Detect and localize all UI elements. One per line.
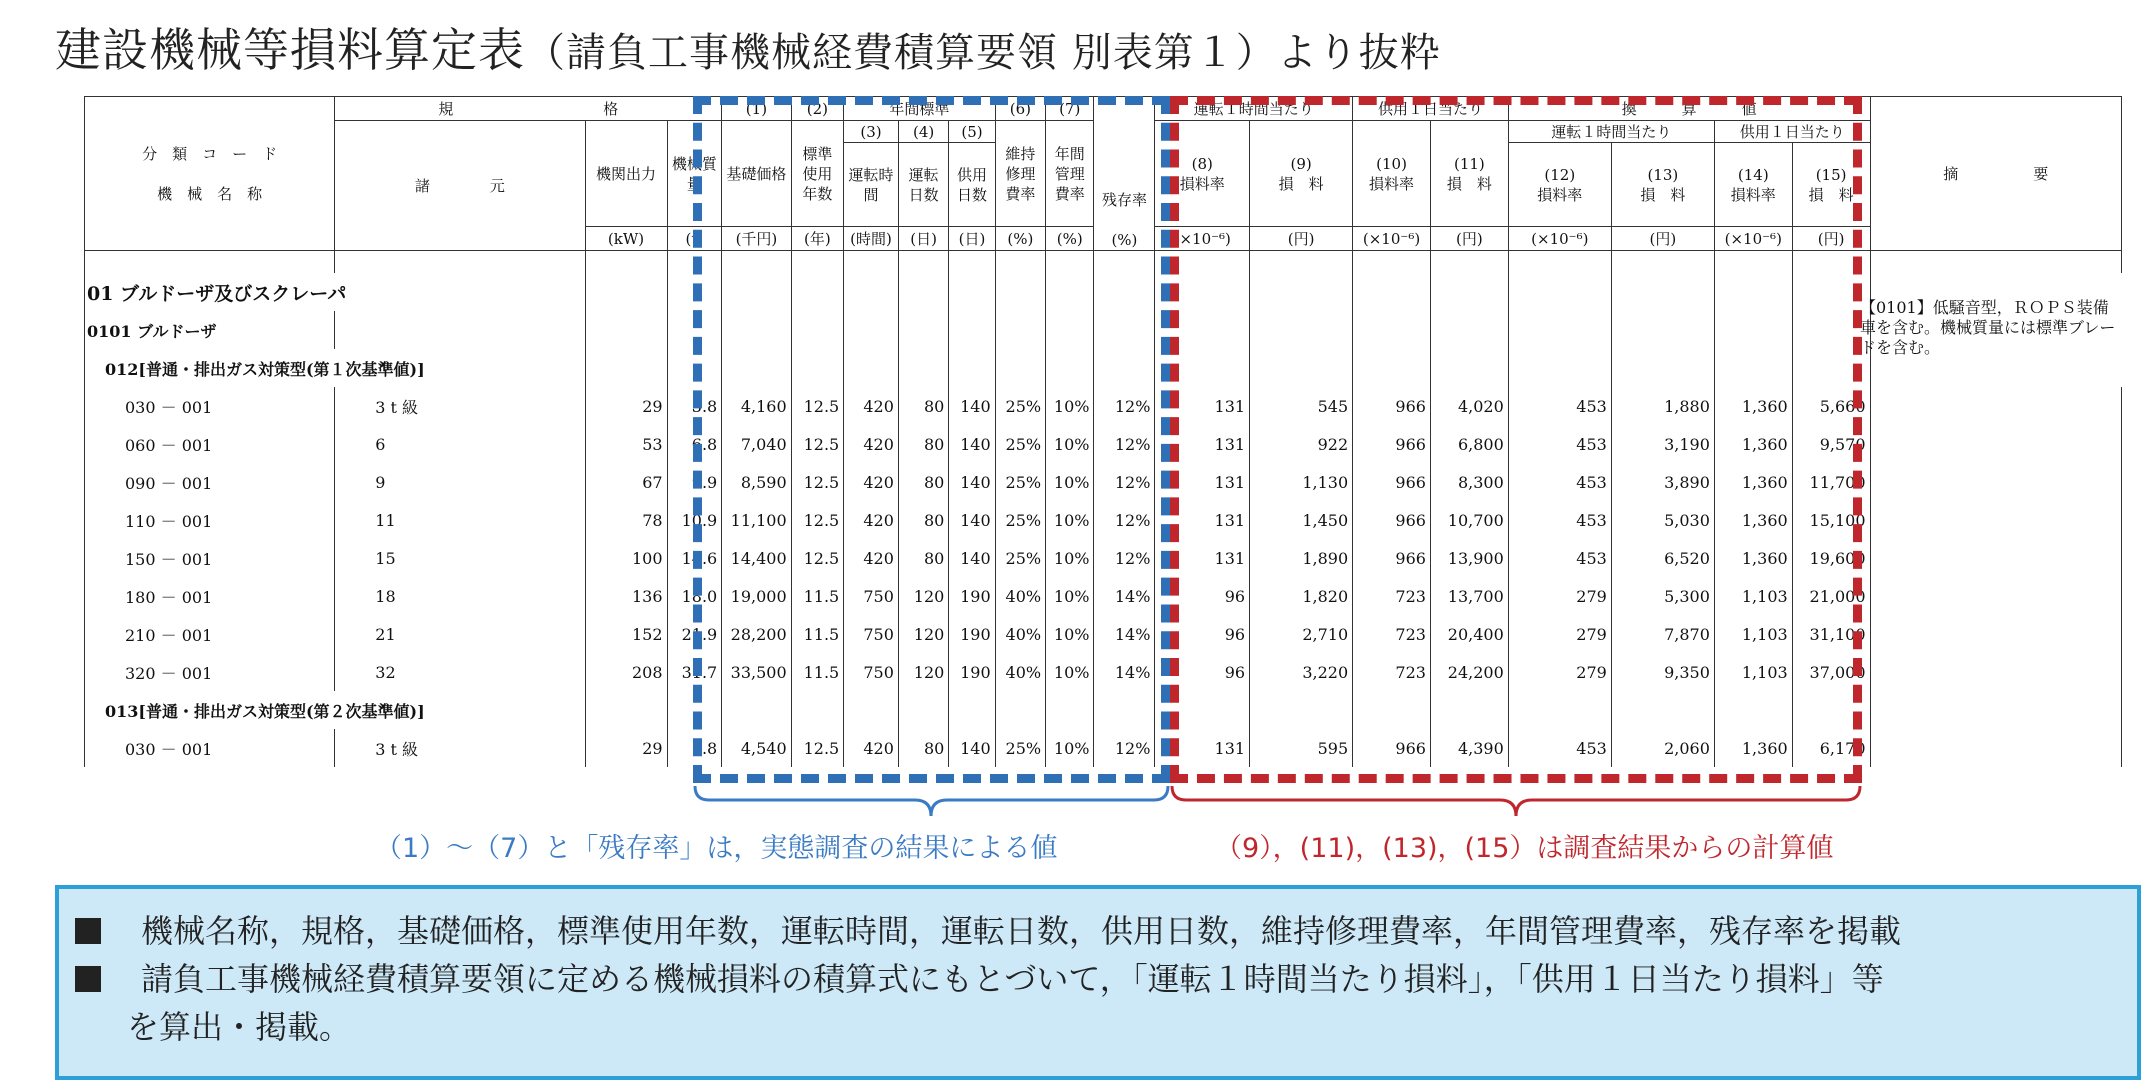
cell-c1: 14,400 [722, 539, 791, 577]
cell-code: 150 － 001 [85, 539, 335, 577]
cell-c11: 13,900 [1430, 539, 1508, 577]
header-c4-unit: (日) [898, 227, 948, 251]
cell-c12: 453 [1508, 729, 1611, 767]
cell-t: 9.9 [667, 463, 722, 501]
remarks-note: 【0101】低騒音型，ＲＯＰＳ装備車を含む。機械質量には標準ブレードを含む。 [1860, 298, 2116, 357]
header-c10: (10) 損料率 [1353, 121, 1431, 227]
cell-c4: 80 [898, 463, 948, 501]
cell-res: 14% [1094, 577, 1155, 615]
cell-t: 3.8 [667, 387, 722, 425]
cell-c15: 15,100 [1792, 501, 1870, 539]
cell-spec: 32 [335, 653, 585, 691]
header-conv-group: 換 算 値 [1508, 97, 1870, 121]
cell-c8: 131 [1155, 501, 1250, 539]
cell-res: 12% [1094, 539, 1155, 577]
header-c2-unit: (年) [791, 227, 844, 251]
cell-c8: 131 [1155, 539, 1250, 577]
cell-res: 14% [1094, 653, 1155, 691]
cell-c9: 1,450 [1250, 501, 1353, 539]
cell-c6: 25% [995, 539, 1045, 577]
cell-c9: 545 [1250, 387, 1353, 425]
cell-c14: 1,360 [1714, 729, 1792, 767]
cell-t: 14.6 [667, 539, 722, 577]
header-annual-group: 年間標準 [844, 97, 995, 121]
cell-c13: 7,870 [1611, 615, 1714, 653]
cell-c15: 19,600 [1792, 539, 1870, 577]
cell-c10: 966 [1353, 539, 1431, 577]
cell-c11: 10,700 [1430, 501, 1508, 539]
cell-spec: 18 [335, 577, 585, 615]
cell-c3: 750 [844, 615, 899, 653]
cell-c14: 1,360 [1714, 463, 1792, 501]
header-c9-unit: (円) [1250, 227, 1353, 251]
header-engine-output-unit: (kW) [585, 227, 667, 251]
cell-spec: 21 [335, 615, 585, 653]
cell-c13: 2,060 [1611, 729, 1714, 767]
cell-c4: 120 [898, 615, 948, 653]
blue-brace [693, 782, 1170, 822]
header-c14-unit: (×10⁻⁶) [1714, 227, 1792, 251]
cell-c1: 28,200 [722, 615, 791, 653]
cell-code: 060 － 001 [85, 425, 335, 463]
cell-c1: 19,000 [722, 577, 791, 615]
cell-code: 110 － 001 [85, 501, 335, 539]
cell-c2: 12.5 [791, 729, 844, 767]
header-residual: 残存率 (%) [1094, 97, 1155, 251]
cell-t: 18.0 [667, 577, 722, 615]
header-c4-num: (4) [898, 121, 948, 143]
cell-c13: 5,300 [1611, 577, 1714, 615]
cell-remarks [1870, 387, 2121, 425]
cell-c10: 966 [1353, 463, 1431, 501]
cell-c12: 279 [1508, 653, 1611, 691]
cell-c6: 40% [995, 653, 1045, 691]
header-c3-unit: (時間) [844, 227, 899, 251]
cell-kw: 152 [585, 615, 667, 653]
cell-c13: 1,880 [1611, 387, 1714, 425]
cell-c5: 140 [949, 463, 995, 501]
header-per-hour: 運転１時間当たり [1155, 97, 1353, 121]
cell-c1: 11,100 [722, 501, 791, 539]
cell-kw: 100 [585, 539, 667, 577]
summary-line-1: 機械名称，規格，基礎価格，標準使用年数，運転時間，運転日数，供用日数，維持修理費率，年間管理費率，残存率を掲載 [75, 907, 2117, 955]
cell-c12: 453 [1508, 501, 1611, 539]
cell-c9: 2,710 [1250, 615, 1353, 653]
cell-code: 090 － 001 [85, 463, 335, 501]
cell-c7: 10% [1046, 463, 1094, 501]
header-c4-label: 運転日数 [898, 143, 948, 227]
cell-c12: 453 [1508, 463, 1611, 501]
cell-c6: 25% [995, 463, 1045, 501]
cell-t: 21.9 [667, 615, 722, 653]
cell-spec: 9 [335, 463, 585, 501]
header-mass: 機械質量 [667, 121, 722, 227]
cell-c9: 3,220 [1250, 653, 1353, 691]
cell-c7: 10% [1046, 653, 1094, 691]
cell-c7: 10% [1046, 615, 1094, 653]
calculated-values-caption: （9），(11)，(13)，(15）は調査結果からの計算値 [1215, 833, 1834, 864]
cell-remarks [1870, 653, 2121, 691]
cell-t: 6.8 [667, 425, 722, 463]
cell-kw: 78 [585, 501, 667, 539]
cell-c3: 420 [844, 539, 899, 577]
cell-c10: 723 [1353, 577, 1431, 615]
header-c5-label: 供用日数 [949, 143, 995, 227]
cell-c13: 5,030 [1611, 501, 1714, 539]
cell-c11: 6,800 [1430, 425, 1508, 463]
cell-remarks [1870, 539, 2121, 577]
header-c3-num: (3) [844, 121, 899, 143]
cell-c1: 4,540 [722, 729, 791, 767]
cell-code: 030 － 001 [85, 387, 335, 425]
cell-code: 320 － 001 [85, 653, 335, 691]
cell-c9: 922 [1250, 425, 1353, 463]
header-spec-group: 規 格 [335, 97, 722, 121]
header-c1-num: (1) [722, 97, 791, 121]
cell-c6: 25% [995, 387, 1045, 425]
cell-c7: 10% [1046, 729, 1094, 767]
cell-c10: 723 [1353, 653, 1431, 691]
header-c9: (9) 損 料 [1250, 121, 1353, 227]
cell-c1: 4,160 [722, 387, 791, 425]
cell-code: 030 － 001 [85, 729, 335, 767]
cell-res: 14% [1094, 615, 1155, 653]
cell-res: 12% [1094, 729, 1155, 767]
header-category-code: 分 類 コ ー ド 機 械 名 称 [85, 97, 335, 251]
section-012: 012[普通・排出ガス対策型(第１次基準値)] [85, 349, 586, 387]
header-c7-unit: (%) [1046, 227, 1094, 251]
cell-remarks [1870, 577, 2121, 615]
cell-c11: 8,300 [1430, 463, 1508, 501]
cell-c5: 140 [949, 539, 995, 577]
cell-spec: 6 [335, 425, 585, 463]
cell-c8: 131 [1155, 729, 1250, 767]
cell-c1: 33,500 [722, 653, 791, 691]
header-per-day: 供用１日当たり [1353, 97, 1509, 121]
header-c6-label: 維持修理費率 [995, 121, 1045, 227]
cell-c13: 3,890 [1611, 463, 1714, 501]
header-conv-per-day: 供用１日当たり [1714, 121, 1870, 143]
cell-c10: 966 [1353, 501, 1431, 539]
header-c13: (13) 損 料 [1611, 143, 1714, 227]
cell-c9: 595 [1250, 729, 1353, 767]
cell-c8: 96 [1155, 577, 1250, 615]
header-c2-num: (2) [791, 97, 844, 121]
cell-c4: 80 [898, 729, 948, 767]
cell-c9: 1,890 [1250, 539, 1353, 577]
cell-c1: 7,040 [722, 425, 791, 463]
section-01: 01 ブルドーザ及びスクレーパ [85, 273, 586, 311]
cell-c1: 8,590 [722, 463, 791, 501]
cell-t: 31.7 [667, 653, 722, 691]
cell-c9: 1,130 [1250, 463, 1353, 501]
cell-c2: 12.5 [791, 387, 844, 425]
cell-c6: 25% [995, 729, 1045, 767]
cell-c3: 420 [844, 463, 899, 501]
cell-kw: 29 [585, 729, 667, 767]
header-c11: (11) 損 料 [1430, 121, 1508, 227]
cell-c14: 1,360 [1714, 387, 1792, 425]
cell-c2: 11.5 [791, 615, 844, 653]
cell-c4: 80 [898, 387, 948, 425]
cell-res: 12% [1094, 387, 1155, 425]
cell-c15: 21,000 [1792, 577, 1870, 615]
cell-c12: 453 [1508, 387, 1611, 425]
cell-c14: 1,360 [1714, 501, 1792, 539]
square-bullet-icon [75, 966, 101, 992]
cell-c5: 140 [949, 387, 995, 425]
header-c15-unit: (円) [1792, 227, 1870, 251]
cell-remarks [1870, 463, 2121, 501]
summary-line-3: を算出・掲載。 [127, 1008, 352, 1046]
cell-c11: 4,020 [1430, 387, 1508, 425]
cell-c8: 131 [1155, 387, 1250, 425]
header-c15: (15) 損 料 [1792, 143, 1870, 227]
cell-c15: 37,000 [1792, 653, 1870, 691]
cell-kw: 67 [585, 463, 667, 501]
cell-spec: 11 [335, 501, 585, 539]
survey-values-highlight [693, 96, 1170, 783]
header-remarks: 摘 要 [1870, 97, 2121, 251]
cell-t: 3.8 [667, 729, 722, 767]
cell-c5: 190 [949, 577, 995, 615]
cell-c3: 420 [844, 729, 899, 767]
cell-remarks [1870, 501, 2121, 539]
cell-c13: 3,190 [1611, 425, 1714, 463]
section-0101: 0101 ブルドーザ [85, 311, 335, 349]
header-mass-unit: (t) [667, 227, 722, 251]
cell-c14: 1,103 [1714, 615, 1792, 653]
cell-c6: 40% [995, 577, 1045, 615]
cell-c14: 1,360 [1714, 425, 1792, 463]
cell-c12: 279 [1508, 577, 1611, 615]
header-conv-per-hour: 運転１時間当たり [1508, 121, 1714, 143]
cell-c10: 966 [1353, 425, 1431, 463]
cell-c11: 13,700 [1430, 577, 1508, 615]
cell-spec: 15 [335, 539, 585, 577]
header-c1-label: 基礎価格 [722, 121, 791, 227]
cell-kw: 29 [585, 387, 667, 425]
cell-c7: 10% [1046, 387, 1094, 425]
page-title [55, 14, 1441, 80]
cell-c3: 420 [844, 501, 899, 539]
cell-c7: 10% [1046, 425, 1094, 463]
cell-c4: 80 [898, 425, 948, 463]
cell-c12: 453 [1508, 425, 1611, 463]
cell-c10: 723 [1353, 615, 1431, 653]
cell-c3: 750 [844, 653, 899, 691]
header-c5-num: (5) [949, 121, 995, 143]
cell-code: 210 － 001 [85, 615, 335, 653]
cell-c14: 1,360 [1714, 539, 1792, 577]
cell-c3: 420 [844, 387, 899, 425]
title-main: 建設機械等損料算定表 [55, 23, 525, 77]
square-bullet-icon [75, 918, 101, 944]
cell-c8: 96 [1155, 615, 1250, 653]
cell-c15: 11,700 [1792, 463, 1870, 501]
cell-c2: 12.5 [791, 425, 844, 463]
cell-c15: 6,170 [1792, 729, 1870, 767]
cell-kw: 208 [585, 653, 667, 691]
cell-c5: 190 [949, 653, 995, 691]
cell-c6: 25% [995, 425, 1045, 463]
header-c2-label: 標準使用年数 [791, 121, 844, 227]
cell-c14: 1,103 [1714, 577, 1792, 615]
header-c7-label: 年間管理費率 [1046, 121, 1094, 227]
header-c11-unit: (円) [1430, 227, 1508, 251]
cell-c10: 966 [1353, 729, 1431, 767]
cell-c6: 25% [995, 501, 1045, 539]
cell-c5: 190 [949, 615, 995, 653]
cell-c6: 40% [995, 615, 1045, 653]
cell-c12: 279 [1508, 615, 1611, 653]
cell-c5: 140 [949, 729, 995, 767]
header-c7-num: (7) [1046, 97, 1094, 121]
header-c12: (12) 損料率 [1508, 143, 1611, 227]
cell-remarks [1870, 425, 2121, 463]
cell-c8: 131 [1155, 463, 1250, 501]
header-c10-unit: (×10⁻⁶) [1353, 227, 1431, 251]
cell-c7: 10% [1046, 539, 1094, 577]
cell-c5: 140 [949, 425, 995, 463]
cell-c4: 120 [898, 653, 948, 691]
cell-c14: 1,103 [1714, 653, 1792, 691]
header-c5-unit: (日) [949, 227, 995, 251]
cell-c8: 131 [1155, 425, 1250, 463]
cell-c8: 96 [1155, 653, 1250, 691]
cell-c3: 750 [844, 577, 899, 615]
cell-c2: 12.5 [791, 539, 844, 577]
header-c1-unit: (千円) [722, 227, 791, 251]
cell-res: 12% [1094, 463, 1155, 501]
header-c12-unit: (×10⁻⁶) [1508, 227, 1611, 251]
cell-c2: 11.5 [791, 577, 844, 615]
header-spec: 諸 元 [335, 121, 585, 251]
title-subtitle: （請負工事機械経費積算要領 別表第１）より抜粋 [525, 30, 1441, 76]
calculated-values-highlight [1170, 96, 1862, 783]
header-c13-unit: (円) [1611, 227, 1714, 251]
cell-c15: 31,100 [1792, 615, 1870, 653]
cell-c9: 1,820 [1250, 577, 1353, 615]
header-c6-num: (6) [995, 97, 1045, 121]
summary-box [55, 885, 2141, 1080]
cell-kw: 53 [585, 425, 667, 463]
cell-remarks [1870, 615, 2121, 653]
cell-c7: 10% [1046, 577, 1094, 615]
header-c14: (14) 損料率 [1714, 143, 1792, 227]
header-c8-unit: (×10⁻⁶) [1155, 227, 1250, 251]
cell-code: 180 － 001 [85, 577, 335, 615]
cell-spec: 3 t 級 [335, 387, 585, 425]
cell-c15: 5,660 [1792, 387, 1870, 425]
cell-c5: 140 [949, 501, 995, 539]
summary-line-2: 請負工事機械経費積算要領に定める機械損料の積算式にもとづいて，「運転１時間当たり損料」，「供用１日当たり損料」等 [75, 955, 2117, 1003]
cell-c13: 6,520 [1611, 539, 1714, 577]
header-c3-label: 運転時間 [844, 143, 899, 227]
section-013: 013[普通・排出ガス対策型(第２次基準値)] [85, 691, 586, 729]
cell-c10: 966 [1353, 387, 1431, 425]
cell-c4: 120 [898, 577, 948, 615]
cell-res: 12% [1094, 425, 1155, 463]
cell-c11: 20,400 [1430, 615, 1508, 653]
cell-spec: 3 t 級 [335, 729, 585, 767]
cell-c7: 10% [1046, 501, 1094, 539]
cell-c4: 80 [898, 539, 948, 577]
cell-c4: 80 [898, 501, 948, 539]
cell-c2: 12.5 [791, 501, 844, 539]
cell-t: 10.9 [667, 501, 722, 539]
cell-c3: 420 [844, 425, 899, 463]
cell-c13: 9,350 [1611, 653, 1714, 691]
cell-c12: 453 [1508, 539, 1611, 577]
cell-remarks [1870, 729, 2121, 767]
cell-res: 12% [1094, 501, 1155, 539]
red-brace [1170, 782, 1862, 822]
cell-c11: 24,200 [1430, 653, 1508, 691]
header-c6-unit: (%) [995, 227, 1045, 251]
survey-values-caption: （1）～（7）と「残存率」は，実態調査の結果による値 [375, 833, 1058, 864]
cell-c2: 11.5 [791, 653, 844, 691]
cell-c11: 4,390 [1430, 729, 1508, 767]
header-engine-output: 機関出力 [585, 121, 667, 227]
cell-c2: 12.5 [791, 463, 844, 501]
cell-c15: 9,570 [1792, 425, 1870, 463]
header-c8: (8) 損料率 [1155, 121, 1250, 227]
cell-kw: 136 [585, 577, 667, 615]
